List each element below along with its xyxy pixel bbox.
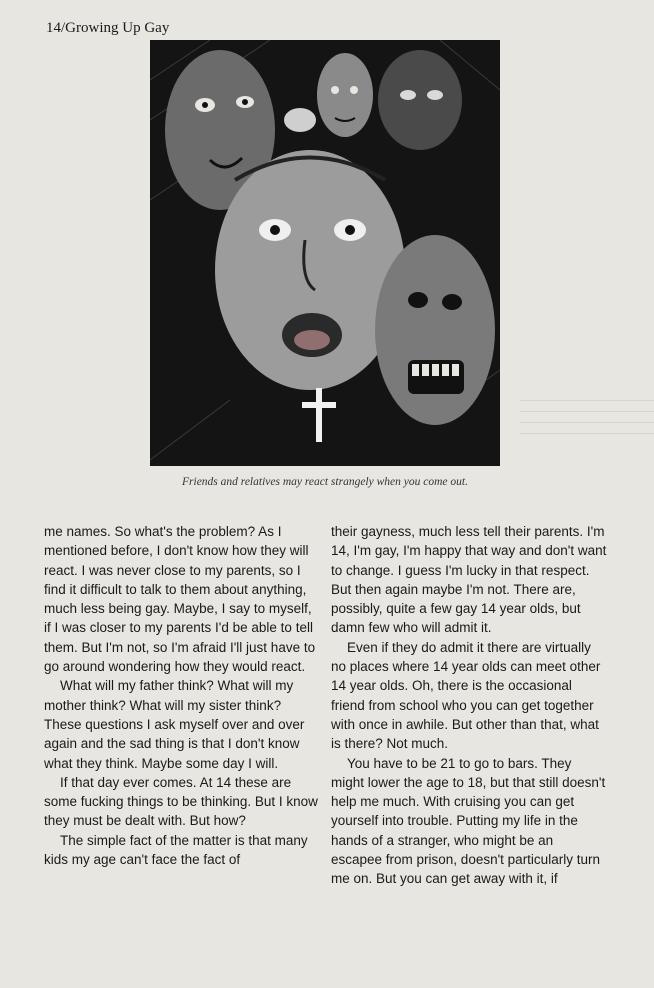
paragraph: me names. So what's the problem? As I mentioned before, I don't know how they will react. I was never close to my parents, so I find it difficult to talk to them about anything, much less being gay. Maybe, I say to myself, if I was closer to my parents I'd be able to tell them. But I'm not, so I'm afraid I'll just have to go around wondering how they would react. [44,524,316,675]
right-text-column [331,522,607,889]
running-title: 14/Growing Up Gay [46,20,170,36]
paragraph: If that day ever comes. At 14 these are some fucking things to be thinking. But I know they must be dealt with. But how? [44,774,318,829]
illustration-faces [150,40,500,466]
paragraph: Even if they do admit it there are virtually no places where 14 year olds can meet other 14 year olds. Oh, there is the occasional friend from school who you can get together with once in awhile. But other than that, what is there? Not much. [331,639,601,752]
paragraph: their gayness, much less tell their parents. I'm 14, I'm gay, I'm happy that way and don't want to change. I guess I'm lucky in that respect. But then again maybe I'm not. There are, possibly, quite a few gay 14 year olds, but damn few who will admit it. [331,524,607,636]
left-text-column [44,522,320,869]
pen-ink-illustration [150,40,500,466]
paragraph: You have to be 21 to go to bars. They might lower the age to 18, but that still doesn't help me much. With cruising you can get yourself into trouble. Putting my life in the hands of a stranger, who might be an escapee from prison, doesn't particularly turn me on. But you can get away with it, if [331,755,606,887]
figure-caption: Friends and relatives may react strangely when you come out. [182,476,468,488]
paragraph: What will my father think? What will my mother think? What will my sister think? These questions I ask myself over and over again and the sad thing is that I don't know what they think. Maybe some day I will. [44,678,305,771]
show-through-text [520,330,654,530]
paragraph: The simple fact of the matter is that many kids my age can't face the fact of [44,832,308,868]
